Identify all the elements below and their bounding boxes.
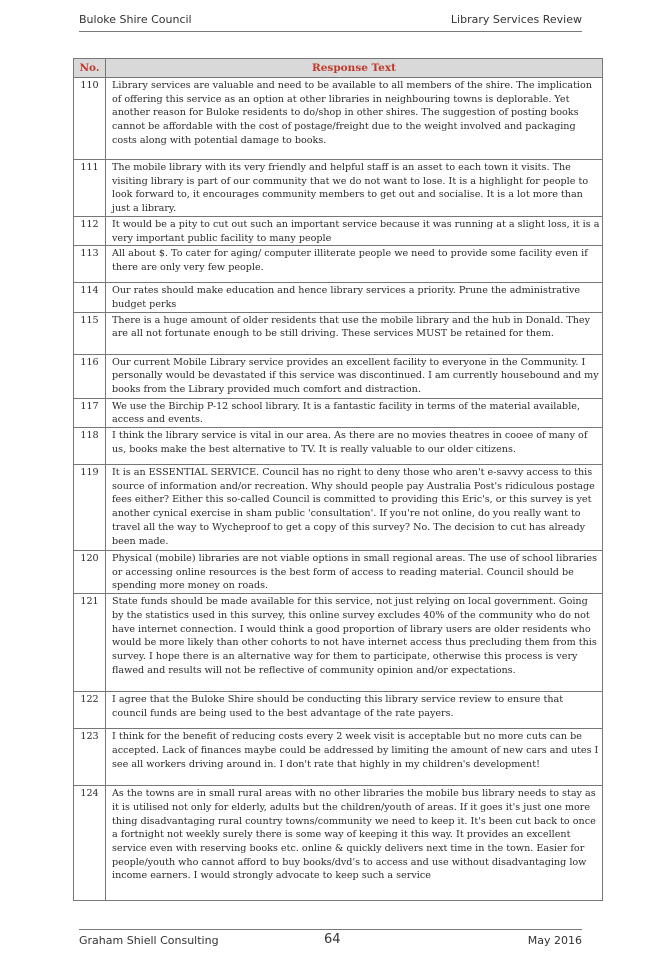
page-header	[79, 11, 582, 32]
footer-date: May 2016	[527, 934, 582, 947]
response-text: Physical (mobile) libraries are not viable options in small regional areas. The use of school libraries or accessing online resources is the best form of access to reading material. Council should be spending more money on roads.	[106, 551, 603, 594]
table-row	[74, 246, 603, 283]
response-text: As the towns are in small rural areas with no other libraries the mobile bus library needs to stay as it is utilised not only for elderly, adults but the children/youth of areas. If it goes it's just one more thing disadvantaging rural country towns/community we need to keep it. It's been cut back to once a fortnight not weekly surely there is some way of keeping it this way. It provides an excellent service even with reserving books etc. online & quickly delivers next time in the town. Easier for people/youth who cannot afford to buy books/dvd's to access and use without disadvantaging low income earners. I would strongly advocate to keep such a service	[106, 786, 603, 901]
response-number: 123	[74, 729, 106, 786]
column-header-response: Response Text	[106, 59, 603, 78]
table-row	[74, 354, 603, 398]
response-number: 113	[74, 246, 106, 283]
response-text: It would be a pity to cut out such an important service because it was running at a slight loss, it is a very important public facility to many people	[106, 216, 603, 245]
table-row	[74, 160, 603, 217]
table-row	[74, 729, 603, 786]
table-row	[74, 465, 603, 551]
table-row	[74, 78, 603, 160]
response-number: 115	[74, 312, 106, 354]
response-text: I agree that the Buloke Shire should be conducting this library service review to ensure that council funds are being used to the best advantage of the rate payers.	[106, 692, 603, 729]
table-row	[74, 786, 603, 901]
response-number: 111	[74, 160, 106, 217]
header-document-title: Library Services Review	[450, 13, 582, 26]
footer-author: Graham Shiell Consulting	[79, 934, 219, 947]
response-number: 117	[74, 398, 106, 427]
table-row	[74, 594, 603, 692]
response-number: 119	[74, 465, 106, 551]
column-header-number: No.	[74, 59, 106, 78]
page-number: 64	[324, 932, 341, 947]
response-text: The mobile library with its very friendly and helpful staff is an asset to each town it visits. The visiting library is part of our community that we do not want to lose. It is a highlight for people to look forward to, it encourages community members to get out and socialise. It is a lot more than just a library.	[106, 160, 603, 217]
response-text: Our rates should make education and hence library services a priority. Prune the administrative budget perks	[106, 283, 603, 312]
table-row	[74, 312, 603, 354]
response-number: 110	[74, 78, 106, 160]
response-number: 112	[74, 216, 106, 245]
response-text: We use the Birchip P-12 school library. It is a fantastic facility in terms of the material available, access and events.	[106, 398, 603, 427]
responses-table	[73, 58, 603, 901]
response-text: I think the library service is vital in our area. As there are no movies theatres in cooee of many of us, books make the best alternative to TV. It is really valuable to our older citizens.	[106, 428, 603, 465]
response-text: All about $. To cater for aging/ computer illiterate people we need to provide some facility even if there are only very few people.	[106, 246, 603, 283]
response-number: 120	[74, 551, 106, 594]
response-number: 124	[74, 786, 106, 901]
response-number: 118	[74, 428, 106, 465]
table-header-row	[74, 59, 603, 78]
table-row	[74, 551, 603, 594]
response-number: 122	[74, 692, 106, 729]
response-text: State funds should be made available for this service, not just relying on local government. Going by the statistics used in this survey, this online survey excludes 40% of the community who do not have internet connection. I would think a good proportion of library users are older residents who would be more likely than other cohorts to not have internet access thus precluding them from this survey. I hope there is an alternative way for them to participate, otherwise this process is very flawed and results will not be reflective of community opinion and/or expectations.	[106, 594, 603, 692]
response-text: There is a huge amount of older residents that use the mobile library and the hub in Donald. They are all not fortunate enough to be still driving. These services MUST be retained for them.	[106, 312, 603, 354]
table-row	[74, 398, 603, 427]
table-row	[74, 216, 603, 245]
header-organization: Buloke Shire Council	[79, 13, 192, 26]
response-text: It is an ESSENTIAL SERVICE. Council has no right to deny those who aren't e-savvy access to this source of information and/or recreation. Why should people pay Australia Post's ridiculous postage fees either? Either this so-called Council is committed to providing this Eric's, or this survey is yet another cynical exercise in sham public 'consultation'. If you're not online, do you really want to travel all the way to Wycheproof to get a copy of this survey? No. The decision to cut has already been made.	[106, 465, 603, 551]
response-number: 121	[74, 594, 106, 692]
table-row	[74, 692, 603, 729]
table-row	[74, 283, 603, 312]
response-number: 116	[74, 354, 106, 398]
page-footer	[79, 929, 582, 950]
response-text: Our current Mobile Library service provides an excellent facility to everyone in the Community. I personally would be devastated if this service was discontinued. I am currently housebound and my books from the Library provided much comfort and distraction.	[106, 354, 603, 398]
table-row	[74, 428, 603, 465]
response-text: Library services are valuable and need to be available to all members of the shire. The implication of offering this service as an option at other libraries in neighbouring towns is deplorable. Yet another reason for Buloke residents to do/shop in other shires. The suggestion of posting books cannot be affordable with the cost of postage/freight due to the weight involved and packaging costs along with potential damage to books.	[106, 78, 603, 160]
response-number: 114	[74, 283, 106, 312]
response-text: I think for the benefit of reducing costs every 2 week visit is acceptable but no more cuts can be accepted. Lack of finances maybe could be addressed by limiting the amount of new cars and utes I see all workers driving around in. I don't rate that highly in my children's development!	[106, 729, 603, 786]
